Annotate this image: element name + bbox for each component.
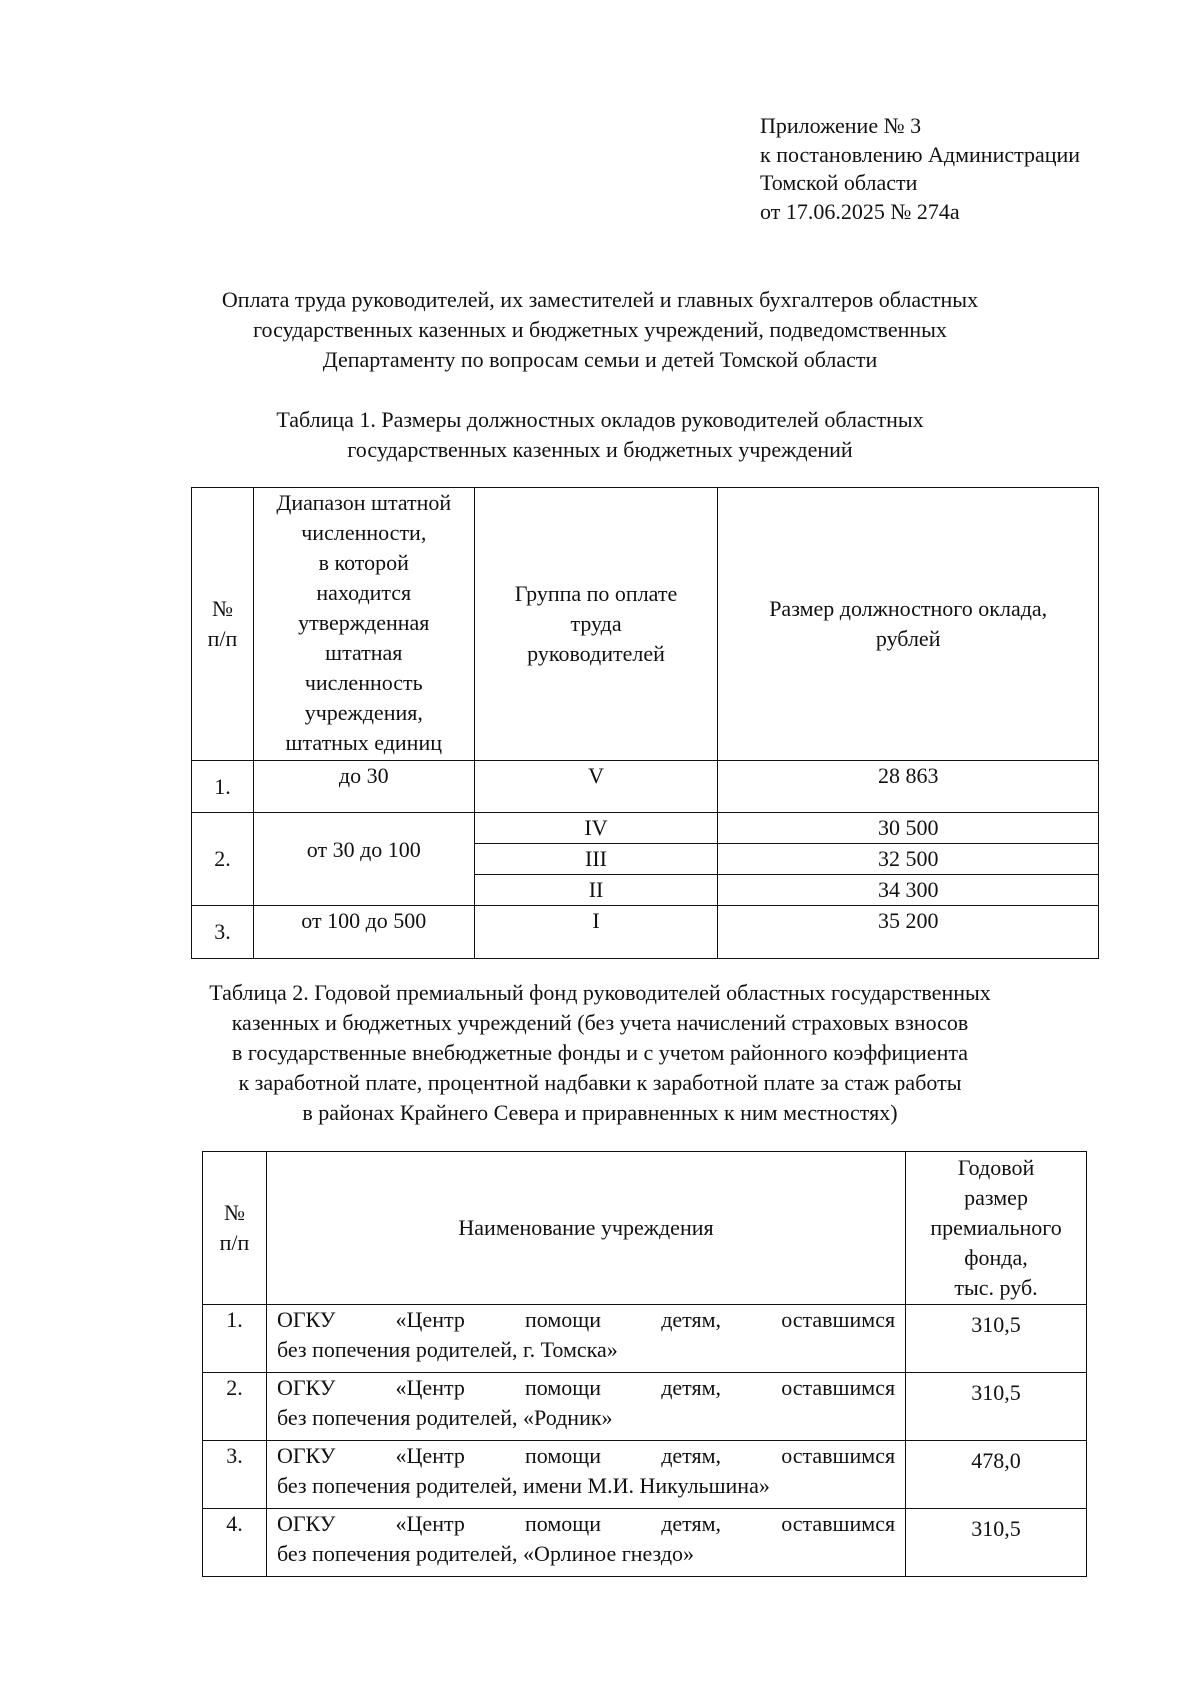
header-line: в которой xyxy=(318,550,409,575)
table-row xyxy=(192,906,1099,959)
header-line: п/п xyxy=(207,626,238,651)
appendix-line: Приложение № 3 xyxy=(760,113,922,138)
row-group: IV xyxy=(474,813,718,844)
table-row xyxy=(203,1509,1087,1577)
row-group: I xyxy=(474,906,718,959)
caption-line: в государственные внебюджетные фонды и с учетом районного коэффициента xyxy=(232,1040,968,1065)
row-salary: 30 500 xyxy=(718,813,1099,844)
institution-line: без попечения родителей, имени М.И. Никульшина» xyxy=(276,1473,770,1498)
row-salary: 32 500 xyxy=(718,844,1099,875)
institution-line: ОГКУ «Центр помощи детям, оставшимся xyxy=(276,1511,896,1536)
header-line: фонда, xyxy=(964,1245,1028,1270)
table1-caption xyxy=(150,405,1050,465)
header-line: № xyxy=(223,1200,245,1225)
row-salary: 34 300 xyxy=(718,875,1099,906)
title-line: государственных казенных и бюджетных учреждений, подведомственных xyxy=(253,317,947,342)
header-line: численность xyxy=(304,670,423,695)
institution-line: без попечения родителей, г. Томска» xyxy=(276,1337,618,1362)
header-line: № xyxy=(211,596,233,621)
header-line: премиального xyxy=(930,1215,1062,1240)
header-line: тыс. руб. xyxy=(954,1275,1038,1300)
table-header-row xyxy=(192,488,1099,761)
header-line: учреждения, xyxy=(304,700,423,725)
row-num: 4. xyxy=(203,1509,267,1577)
institution-line: ОГКУ «Центр помощи детям, оставшимся xyxy=(276,1375,896,1400)
table-row xyxy=(203,1305,1087,1373)
row-range: до 30 xyxy=(253,761,474,813)
header-line: утвержденная xyxy=(298,610,430,635)
row-group: III xyxy=(474,844,718,875)
header-line: Годовой xyxy=(957,1155,1035,1180)
row-num: 2. xyxy=(192,813,254,906)
table-row xyxy=(203,1441,1087,1509)
caption-line: в районах Крайнего Севера и приравненных к ним местностях) xyxy=(302,1100,898,1125)
appendix-line: от 17.06.2025 № 274а xyxy=(760,198,960,224)
row-salary: 35 200 xyxy=(718,906,1099,959)
header-salary xyxy=(718,488,1099,761)
bonus-fund-table xyxy=(202,1151,1087,1577)
header-group xyxy=(474,488,718,761)
table-row xyxy=(203,1373,1087,1441)
institution-line: без попечения родителей, «Орлиное гнездо» xyxy=(276,1541,695,1566)
appendix-line: Томской области xyxy=(760,170,918,195)
caption-line: Таблица 1. Размеры должностных окладов руководителей областных xyxy=(276,407,924,432)
header-name: Наименование учреждения xyxy=(266,1152,905,1305)
row-institution xyxy=(266,1509,905,1577)
header-num xyxy=(203,1152,267,1305)
institution-line: ОГКУ «Центр помощи детям, оставшимся xyxy=(276,1443,896,1468)
header-line: руководителей xyxy=(527,641,665,666)
header-range xyxy=(253,488,474,761)
row-fund: 310,5 xyxy=(906,1305,1087,1373)
row-group: V xyxy=(474,761,718,813)
salary-table xyxy=(191,487,1099,959)
row-num: 3. xyxy=(192,906,254,959)
header-line: штатных единиц xyxy=(285,730,442,755)
header-line: размер xyxy=(964,1185,1028,1210)
header-num xyxy=(192,488,254,761)
institution-line: ОГКУ «Центр помощи детям, оставшимся xyxy=(276,1307,896,1332)
row-institution xyxy=(266,1373,905,1441)
row-fund: 478,0 xyxy=(906,1441,1087,1509)
row-range: от 100 до 500 xyxy=(253,906,474,959)
table2-caption xyxy=(150,978,1050,1128)
row-num: 1. xyxy=(203,1305,267,1373)
table-header-row xyxy=(203,1152,1087,1305)
header-line: п/п xyxy=(219,1230,250,1255)
document-title xyxy=(150,285,1050,375)
institution-line: без попечения родителей, «Родник» xyxy=(276,1405,613,1430)
table-row xyxy=(192,813,1099,844)
row-num: 3. xyxy=(203,1441,267,1509)
row-fund: 310,5 xyxy=(906,1373,1087,1441)
header-line: находится xyxy=(316,580,412,605)
caption-line: казенных и бюджетных учреждений (без учета начислений страховых взносов xyxy=(231,1010,969,1035)
appendix-line: к постановлению Администрации xyxy=(760,141,1081,167)
header-line: Размер должностного оклада, xyxy=(769,596,1048,621)
header-line: рублей xyxy=(875,626,941,651)
caption-line: Таблица 2. Годовой премиальный фонд руководителей областных государственных xyxy=(209,980,991,1005)
title-line: Оплата труда руководителей, их заместителей и главных бухгалтеров областных xyxy=(221,287,979,312)
header-fund xyxy=(906,1152,1087,1305)
header-line: труда xyxy=(570,611,622,636)
row-range: от 30 до 100 xyxy=(253,813,474,906)
row-institution xyxy=(266,1305,905,1373)
table-row xyxy=(192,761,1099,813)
row-group: II xyxy=(474,875,718,906)
row-institution xyxy=(266,1441,905,1509)
title-line: Департаменту по вопросам семьи и детей Томской области xyxy=(322,347,878,372)
row-num: 1. xyxy=(192,761,254,813)
caption-line: государственных казенных и бюджетных учреждений xyxy=(347,437,853,462)
row-salary: 28 863 xyxy=(718,761,1099,813)
header-line: Группа по оплате xyxy=(514,581,678,606)
appendix-reference xyxy=(760,112,1080,226)
caption-line: к заработной плате, процентной надбавки к заработной плате за стаж работы xyxy=(238,1070,962,1095)
row-fund: 310,5 xyxy=(906,1509,1087,1577)
header-line: численности, xyxy=(301,520,427,545)
header-line: Диапазон штатной xyxy=(276,490,452,515)
header-line: штатная xyxy=(325,640,403,665)
row-num: 2. xyxy=(203,1373,267,1441)
